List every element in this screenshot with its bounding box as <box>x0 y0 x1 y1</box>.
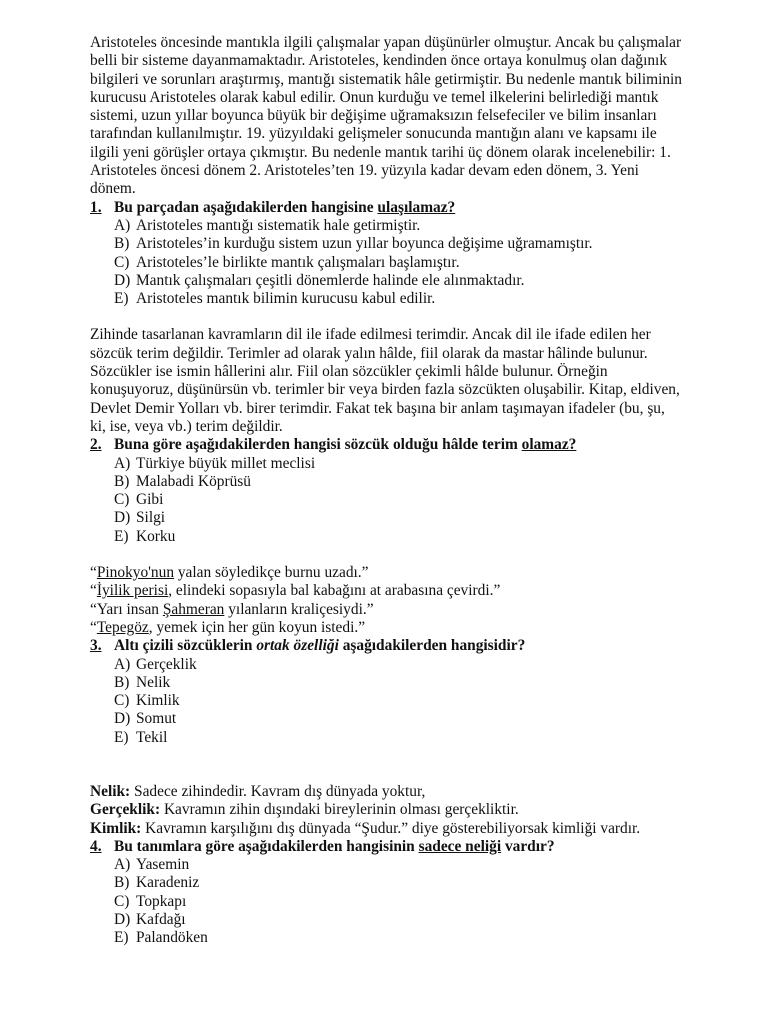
option[interactable] <box>114 473 682 491</box>
definition-term: Kimlik: <box>90 819 142 837</box>
question-text <box>114 199 455 217</box>
option-text: Malabadi Köprüsü <box>136 472 251 490</box>
option-text: Topkapı <box>136 892 187 910</box>
question-number: 4. <box>90 837 102 855</box>
question-number: 1. <box>90 198 102 216</box>
option-letter: D) <box>114 710 131 728</box>
option-letter: B) <box>114 874 130 892</box>
question-text <box>114 637 525 655</box>
option[interactable] <box>114 874 682 892</box>
option-letter: E) <box>114 929 129 947</box>
option-letter: C) <box>114 253 130 271</box>
option-text: Tekil <box>136 728 168 746</box>
quote-underlined: Şahmeran <box>162 600 225 618</box>
option-letter: C) <box>114 692 130 710</box>
option-text: Kimlik <box>136 692 180 710</box>
quote-line <box>90 564 682 582</box>
question-text <box>114 436 576 454</box>
option-letter: B) <box>114 673 130 691</box>
option-letter: B) <box>114 235 130 253</box>
definition-text: Sadece zihindedir. Kavram dış dünyada yoktur, <box>130 782 426 800</box>
question-text-part: Buna göre aşağıdakilerden hangisi sözcük olduğu hâlde terim <box>114 436 522 454</box>
definition-text: Kavramın karşılığını dış dünyada “Şudur.” diye gösterebiliyorsak kimliği vardır. <box>141 819 641 837</box>
quote-text: “ <box>90 564 97 582</box>
option-letter: A) <box>114 856 131 874</box>
question-3 <box>90 637 682 655</box>
option[interactable] <box>114 911 682 929</box>
question-italic: ortak özelliği <box>256 637 339 655</box>
option-text: Aristoteles’le birlikte mantık çalışmaları başlamıştır. <box>136 253 460 271</box>
option[interactable] <box>114 217 682 235</box>
passage-2: Zihinde tasarlanan kavramların dil ile ifade edilmesi terimdir. Ancak dil ile ifade edilen her sözcük terim değildir. Terimler ad olarak yalın hâlde, fiil olarak da mastar hâlinde bulunur. Sözcükler ise ismin hâllerini alır. Fiil olan sözcükler çekimli hâlde bulunur. Örneğin konuşuyoruz, düşünürsün vb. terimler bir veya birden fazla sözcükten oluşabilir. Kitap, eldiven, Devlet Demir Yolları vb. birer terimdir. Fakat tek başına bir anlam taşımayan ifadeler (bu, şu, ki, ise, veya vb.) terim değildir. <box>90 326 680 435</box>
option-text: Nelik <box>136 673 171 691</box>
option-text: Aristoteles mantık bilimin kurucusu kabul edilir. <box>136 290 436 308</box>
passage-1: Aristoteles öncesinde mantıkla ilgili çalışmalar yapan düşünürler olmuştur. Ancak bu çalışmalar belli bir sisteme dayanmamaktadır. Aristoteles, kendinden önce ortaya konulmuş olan dağınık bilgileri ve sorunları araştırmış, mantığı sistematik hâle getirmiştir. Bu nedenle mantık biliminin kurucusu Aristoteles olarak kabul edilir. Onun kurduğu ve temel ilkelerini belirlediği mantık sistemi, uzun yıllar boyunca büyük bir değişime uğramaksızın felsefeciler ve bilim insanları tarafından kullanılmıştır. 19. yüzyıldaki gelişmeler sonucunda mantığın alanı ve kapsamı ile ilgili yeni görüşler ortaya çıkmıştır. Bu nedenle mantık tarihi üç dönem olarak incelenebilir: 1. Aristoteles öncesi dönem 2. Aristoteles’ten 19. yüzyıla kadar devam eden dönem, 3. Yeni dönem. <box>90 34 683 198</box>
question-text-part: Altı çizili sözcüklerin <box>114 637 257 655</box>
option-text: Aristoteles’in kurduğu sistem uzun yıllar boyunca değişime uğramamıştır. <box>136 235 593 253</box>
option[interactable] <box>114 856 682 874</box>
quote-text: yalan söyledikçe burnu uzadı.” <box>174 564 369 582</box>
option[interactable] <box>114 729 682 747</box>
question-2 <box>90 436 682 454</box>
quote-line <box>90 619 682 637</box>
option-text: Gerçeklik <box>136 655 197 673</box>
options-q1 <box>90 217 682 308</box>
option-letter: C) <box>114 892 130 910</box>
definition-term: Nelik: <box>90 782 131 800</box>
option[interactable] <box>114 235 682 253</box>
definition-term: Gerçeklik: <box>90 801 161 819</box>
definition-line <box>90 820 682 838</box>
question-number: 3. <box>90 637 102 655</box>
option[interactable] <box>114 455 682 473</box>
spacer <box>90 747 682 783</box>
option[interactable] <box>114 692 682 710</box>
option-letter: A) <box>114 655 131 673</box>
option[interactable] <box>114 509 682 527</box>
option-text: Aristoteles mantığı sistematik hale getirmiştir. <box>136 216 421 234</box>
option[interactable] <box>114 656 682 674</box>
option-letter: D) <box>114 911 131 929</box>
option-text: Yasemin <box>136 856 190 874</box>
option-text: Silgi <box>136 509 166 527</box>
quote-text: “ <box>90 618 97 636</box>
quote-text: , elindeki sopasıyla bal kabağını at arabasına çevirdi.” <box>168 582 501 600</box>
option-text: Somut <box>136 710 177 728</box>
option[interactable] <box>114 254 682 272</box>
option-letter: D) <box>114 271 131 289</box>
option-letter: B) <box>114 472 130 490</box>
option-text: Türkiye büyük millet meclisi <box>136 454 316 472</box>
question-text-part: aşağıdakilerden hangisidir? <box>338 637 526 655</box>
question-text-part: Bu parçadan aşağıdakilerden hangisine <box>114 198 378 216</box>
quote-text: yılanların kraliçesiydi.” <box>224 600 374 618</box>
option[interactable] <box>114 929 682 947</box>
definition-text: Kavramın zihin dışındaki bireylerinin olması gerçekliktir. <box>160 801 519 819</box>
quote-text: , yemek için her gün koyun istedi.” <box>148 618 366 636</box>
option-text: Palandöken <box>136 929 208 947</box>
question-underlined: sadece neliği <box>418 837 502 855</box>
spacer <box>90 308 682 326</box>
option-text: Gibi <box>136 491 164 509</box>
option-letter: A) <box>114 216 131 234</box>
option[interactable] <box>114 674 682 692</box>
option-letter: A) <box>114 454 131 472</box>
question-underlined: ulaşılamaz? <box>377 198 456 216</box>
option-letter: E) <box>114 527 129 545</box>
question-text-part: vardır? <box>501 837 555 855</box>
option-text: Korku <box>136 527 176 545</box>
question-1 <box>90 199 682 217</box>
quote-underlined: Pinokyo'nun <box>96 564 175 582</box>
quote-line <box>90 601 682 619</box>
quote-underlined: İyilik perisi <box>96 582 169 600</box>
option[interactable] <box>114 290 682 308</box>
spacer <box>90 546 682 564</box>
quote-line <box>90 582 682 600</box>
options-q4 <box>90 856 682 947</box>
option[interactable] <box>114 272 682 290</box>
option-letter: C) <box>114 491 130 509</box>
question-4 <box>90 838 682 856</box>
quote-text: “Yarı insan <box>90 600 163 618</box>
option[interactable] <box>114 710 682 728</box>
options-q3 <box>90 656 682 747</box>
definition-line <box>90 801 682 819</box>
quote-underlined: Tepegöz <box>96 618 149 636</box>
exam-page <box>90 34 682 948</box>
option-text: Mantık çalışmaları çeşitli dönemlerde halinde ele alınmaktadır. <box>136 271 525 289</box>
option-letter: D) <box>114 509 131 527</box>
question-underlined: olamaz? <box>521 436 577 454</box>
option[interactable] <box>114 893 682 911</box>
option-letter: E) <box>114 290 129 308</box>
question-text-part: Bu tanımlara göre aşağıdakilerden hangisinin <box>114 837 419 855</box>
quote-text: “ <box>90 582 97 600</box>
question-number: 2. <box>90 436 102 454</box>
definition-line <box>90 783 682 801</box>
option-text: Kafdağı <box>136 911 186 929</box>
option-text: Karadeniz <box>136 874 200 892</box>
option[interactable] <box>114 491 682 509</box>
options-q2 <box>90 455 682 546</box>
option-letter: E) <box>114 728 129 746</box>
option[interactable] <box>114 528 682 546</box>
question-text <box>114 838 555 856</box>
